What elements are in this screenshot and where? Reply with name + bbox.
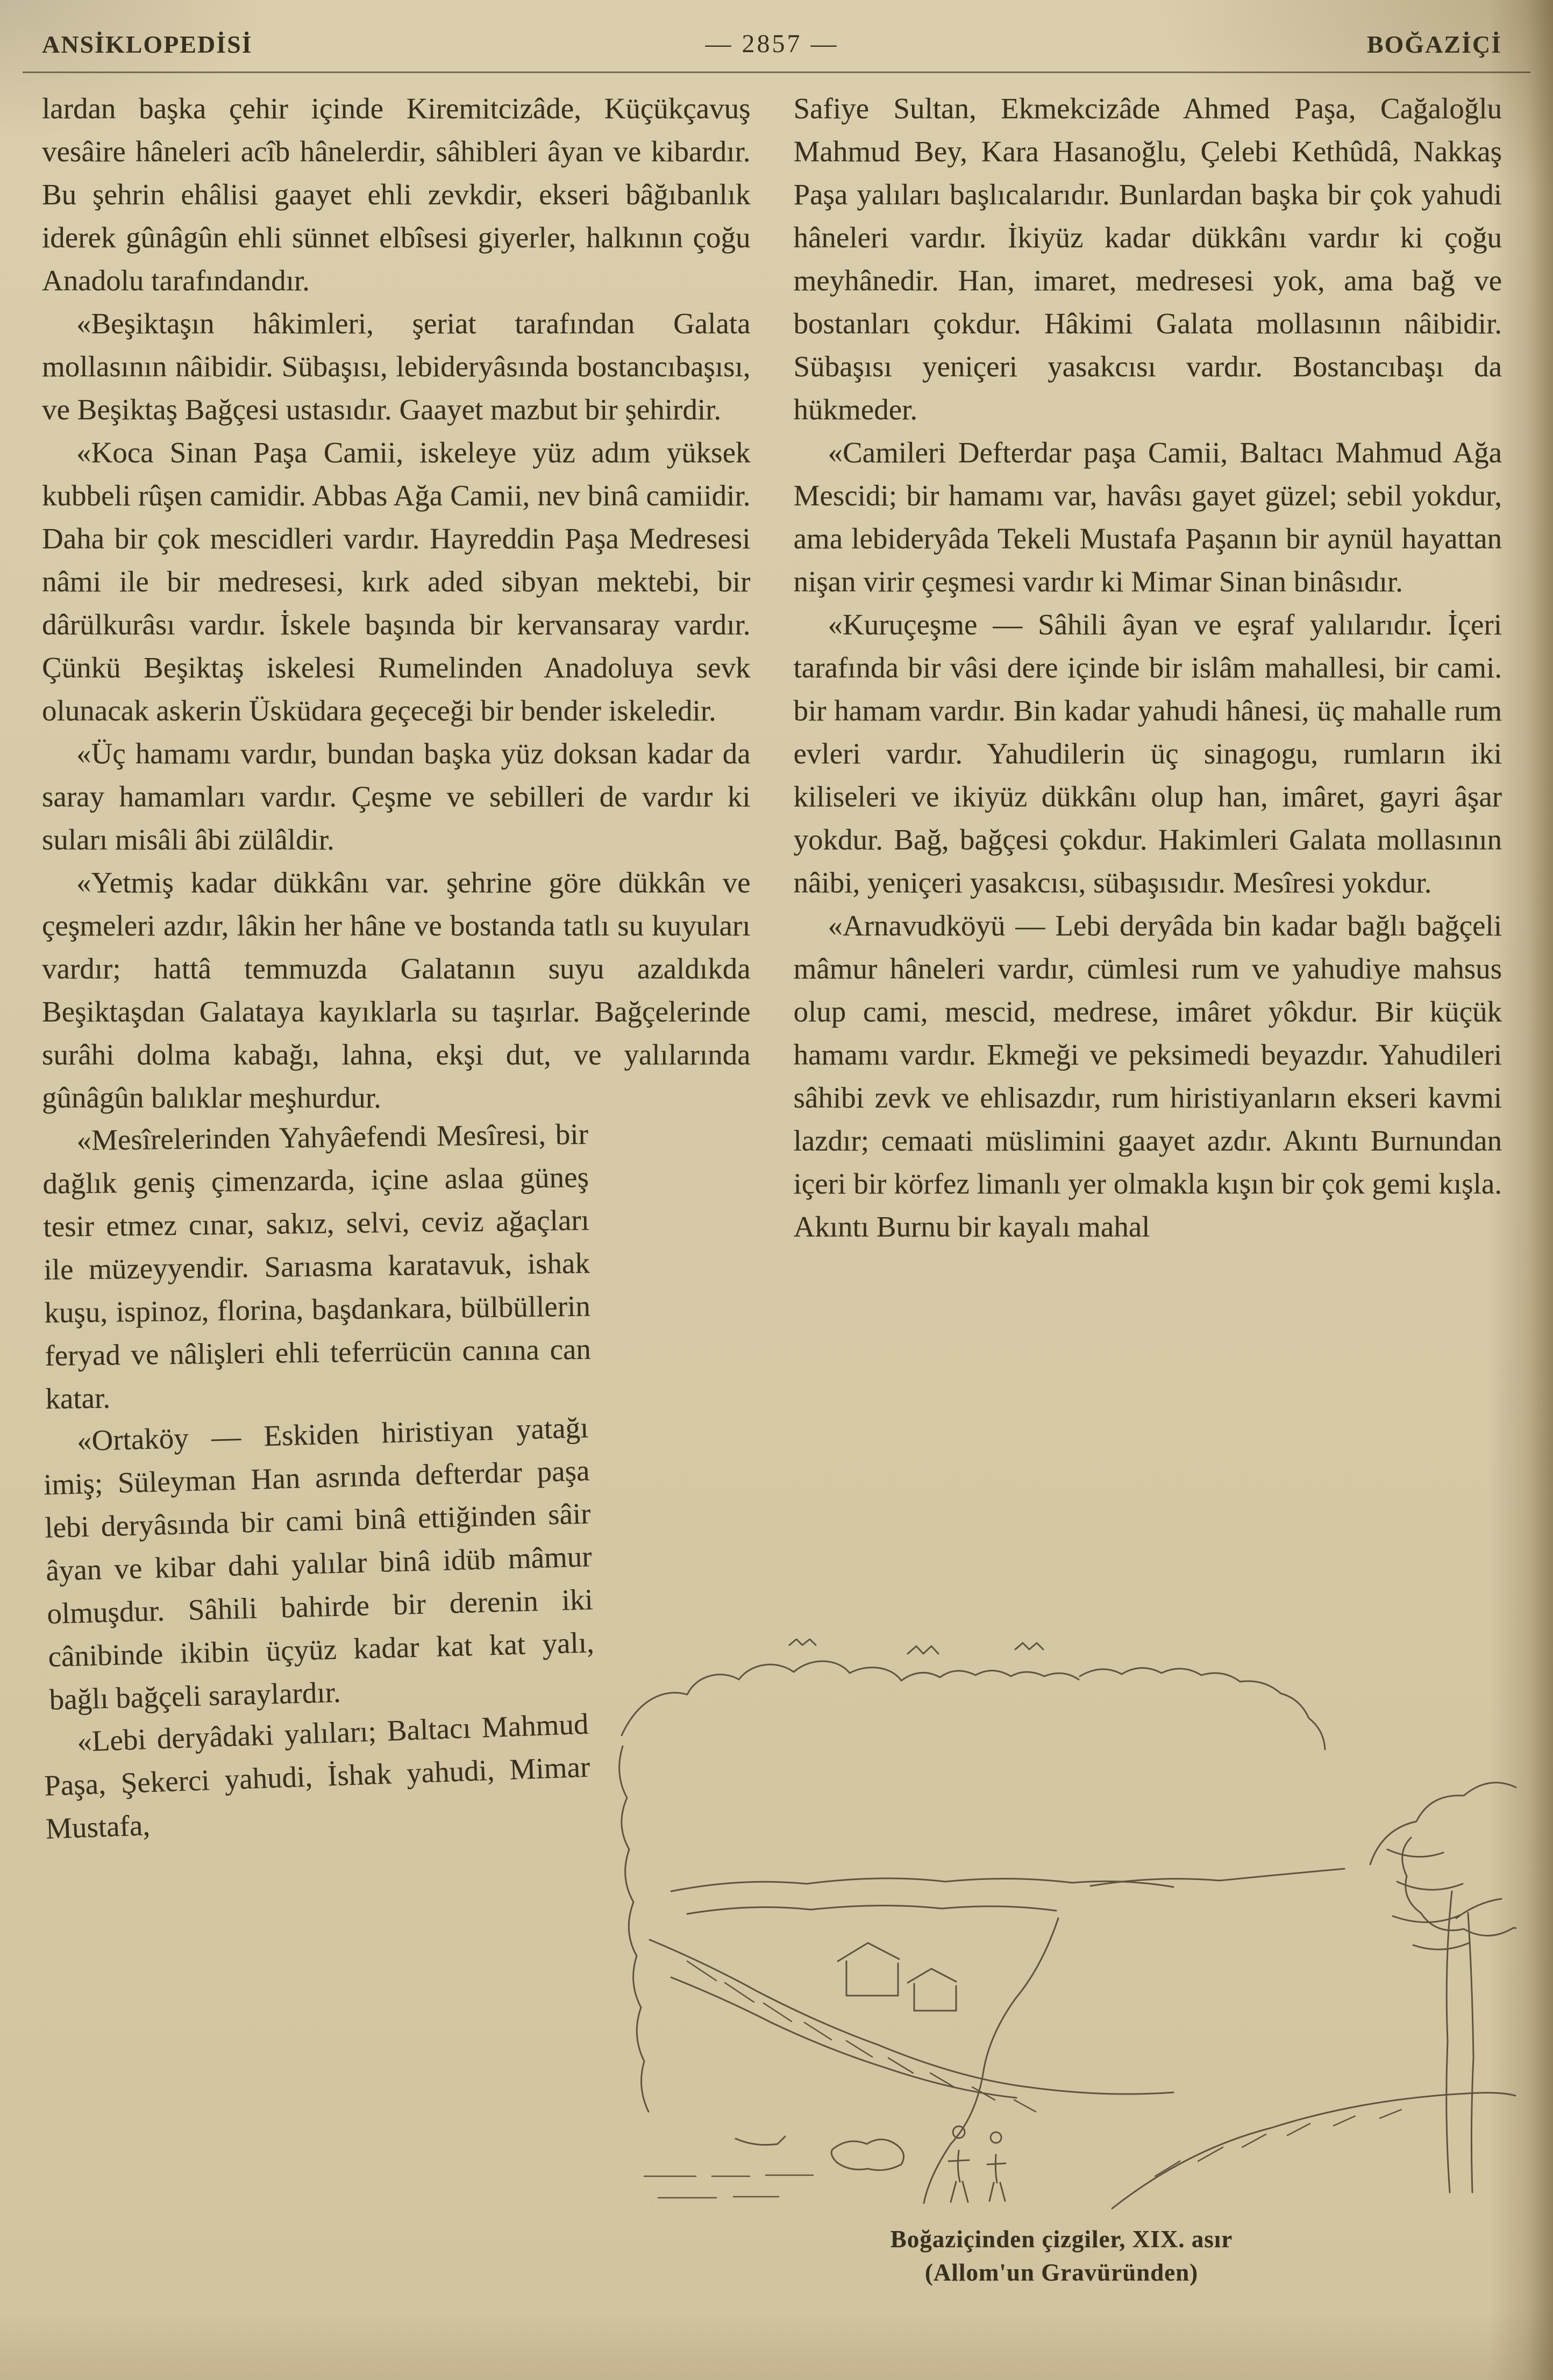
figure-caption-line1: Boğaziçinden çizgiler, XIX. asır [890, 2226, 1233, 2253]
paragraph: «Ortaköy — Eskiden hiristiyan yatağı imiş; Süleyman Han asrında defterdar paşa lebi deryâsında bir cami binâ ettiğinden sâir âyan ve kibar dahi yalılar binâ idüb mâmur olmuşdur. Sâhili bahirde bir derenin iki cânibinde ikibin üçyüz kadar kat kat yalı, bağlı bağçeli saraylardır. [43, 1411, 595, 1716]
sketch-tree [1370, 1783, 1516, 2192]
sketch-sky-and-ridges [619, 1639, 1325, 2112]
paragraph: «Arnavudköyü — Lebi deryâda bin kadar bağlı bağçeli mâmur hâneleri vardır, cümlesi rum ve yahudiye mahsus olup cami, mescid, medrese, imâret yôkdur. Bir küçük hamamı vardır. Ekmeği ve peksimedi beyazdır. Yahudileri sâhibi zevk ve ehlisazdır, rum hiristiyanların ekseri kavmi lazdır; cemaati müslimini gaayet azdır. Akıntı Burnundan içeri bir körfez limanlı yer olmakla kışın bir çok gemi kışla. Akıntı Burnu bir kayalı mahal [793, 909, 1502, 1243]
sketch-figures [949, 2126, 1006, 2202]
running-header [0, 0, 1553, 72]
paragraph: «Kuruçeşme — Sâhili âyan ve eşraf yalılarıdır. İçeri tarafında bir vâsi dere içinde bir islâm mahallesi, bir cami. bir hamam vardır. Bin kadar yahudi hânesi, üç mahalle rum evleri vardır. Yahudilerin üç sinagogu, rumların iki kiliseleri ve ikiyüz dükkânı olup han, imâret, gayri âşar yokdur. Bağ, bağçesi çokdur. Hakimleri Galata mollasının nâibi, yeniçeri yasakcısı, sübaşısıdır. Mesîresi yokdur. [793, 608, 1502, 899]
bosphorus-engraving-illustration [607, 1639, 1516, 2215]
sketch-houses [838, 1943, 956, 2011]
page-number: — 2857 — [705, 30, 839, 58]
header-left-title: ANSİKLOPEDİSİ [42, 31, 253, 58]
paragraph: lardan başka çehir içinde Kiremitcizâde, Küçükçavuş vesâire hâneleri acîb hânelerdir, sâhibleri âyan ve kibardır. Bu şehrin ehâlisi gaayet ehli zevkdir, ekseri bâğıbanlık iderek gûnâgûn ehli sünnet elbîsesi giyerler, halkının çoğu Anadolu tarafındandır. [42, 92, 751, 297]
paragraph: «Mesîrelerinden Yahyâefendi Mesîresi, bir dağlık geniş çimenzarda, içine aslaa güneş tesir etmez cınar, sakız, selvi, ceviz ağaçları ile müzeyyendir. Sarıasma karatavuk, ishak kuşu, ispinoz, florina, başdankara, bülbüllerin feryad ve nâlişleri ehli teferrücün canına can katar. [42, 1117, 592, 1415]
sketch-shore-and-valley [650, 1869, 1344, 2203]
figure-caption [607, 2222, 1516, 2289]
paragraph: «Camileri Defterdar paşa Camii, Baltacı Mahmud Ağa Mescidi; bir hamamı var, havâsı gayet güzel; sebil yokdur, ama lebideryâda Tekeli Mustafa Paşanın bir aynül hayattan nişan virir çeşmesi vardır ki Mimar Sinan binâsıdır. [793, 436, 1502, 598]
sketch-water [644, 2175, 813, 2198]
paragraph: Safiye Sultan, Ekmekcizâde Ahmed Paşa, Cağaloğlu Mahmud Bey, Kara Hasanoğlu, Çelebi Kethûdâ, Nakkaş Paşa yalıları başlıcalarıdır. Bunlardan başka bir çok yahudi hâneleri vardır. İkiyüz kadar dükkânı vardır ki çoğu meyhânedir. Han, imaret, medresesi yok, ama bağ ve bostanları çokdur. Hâkimi Galata mollasının nâibidir. Sübaşısı yeniçeri yasakcısı vardır. Bostancıbaşı da hükmeder. [793, 92, 1502, 426]
paragraph: «Lebi deryâdaki yalıları; Baltacı Mahmud Paşa, Şekerci yahudi, İshak yahudi, Mimar Mustafa, [44, 1707, 591, 1845]
paragraph: «Üç hamamı vardır, bundan başka yüz doksan kadar da saray hamamları vardır. Çeşme ve sebilleri de vardır ki suları misâli âbi zülâldir. [42, 737, 751, 856]
figure [607, 1639, 1516, 2289]
header-right-title: BOĞAZİÇİ [1366, 31, 1502, 58]
paragraph: «Beşiktaşın hâkimleri, şeriat tarafından Galata mollasının nâibidir. Sübaşısı, lebideryâsında bostancıbaşısı, ve Beşiktaş Bağçesi ustasıdır. Gaayet mazbut bir şehirdir. [42, 307, 751, 426]
figure-caption-line2: (Allom'un Gravüründen) [924, 2259, 1199, 2286]
paragraph: «Yetmiş kadar dükkânı var. şehrine göre dükkân ve çeşmeleri azdır, lâkin her hâne ve bostanda tatlı su kuyuları vardır; hattâ temmuzda Galatanın suyu azaldıkda Beşiktaşdan Galataya kayıklarla su taşırlar. Bağçelerinde surâhi dolma kabağı, lahna, ekşi dut, ve yalılarında gûnâgûn balıklar meşhurdur. [42, 866, 751, 1114]
paragraph: «Koca Sinan Paşa Camii, iskeleye yüz adım yüksek kubbeli rûşen camidir. Abbas Ağa Camii, nev binâ camiidir. Daha bir çok mescidleri vardır. Hayreddin Paşa Medresesi nâmi ile bir medresesi, kırk aded sibyan mektebi, bir dârülkurâsı vardır. İskele başında bir kervansaray vardır. Çünkü Beşiktaş iskelesi Rumelinden Anadoluya sevk olunacak askerin Üsküdara geçeceği bir bender iskeledir. [42, 436, 751, 727]
sketch-foreground [736, 2093, 1515, 2209]
